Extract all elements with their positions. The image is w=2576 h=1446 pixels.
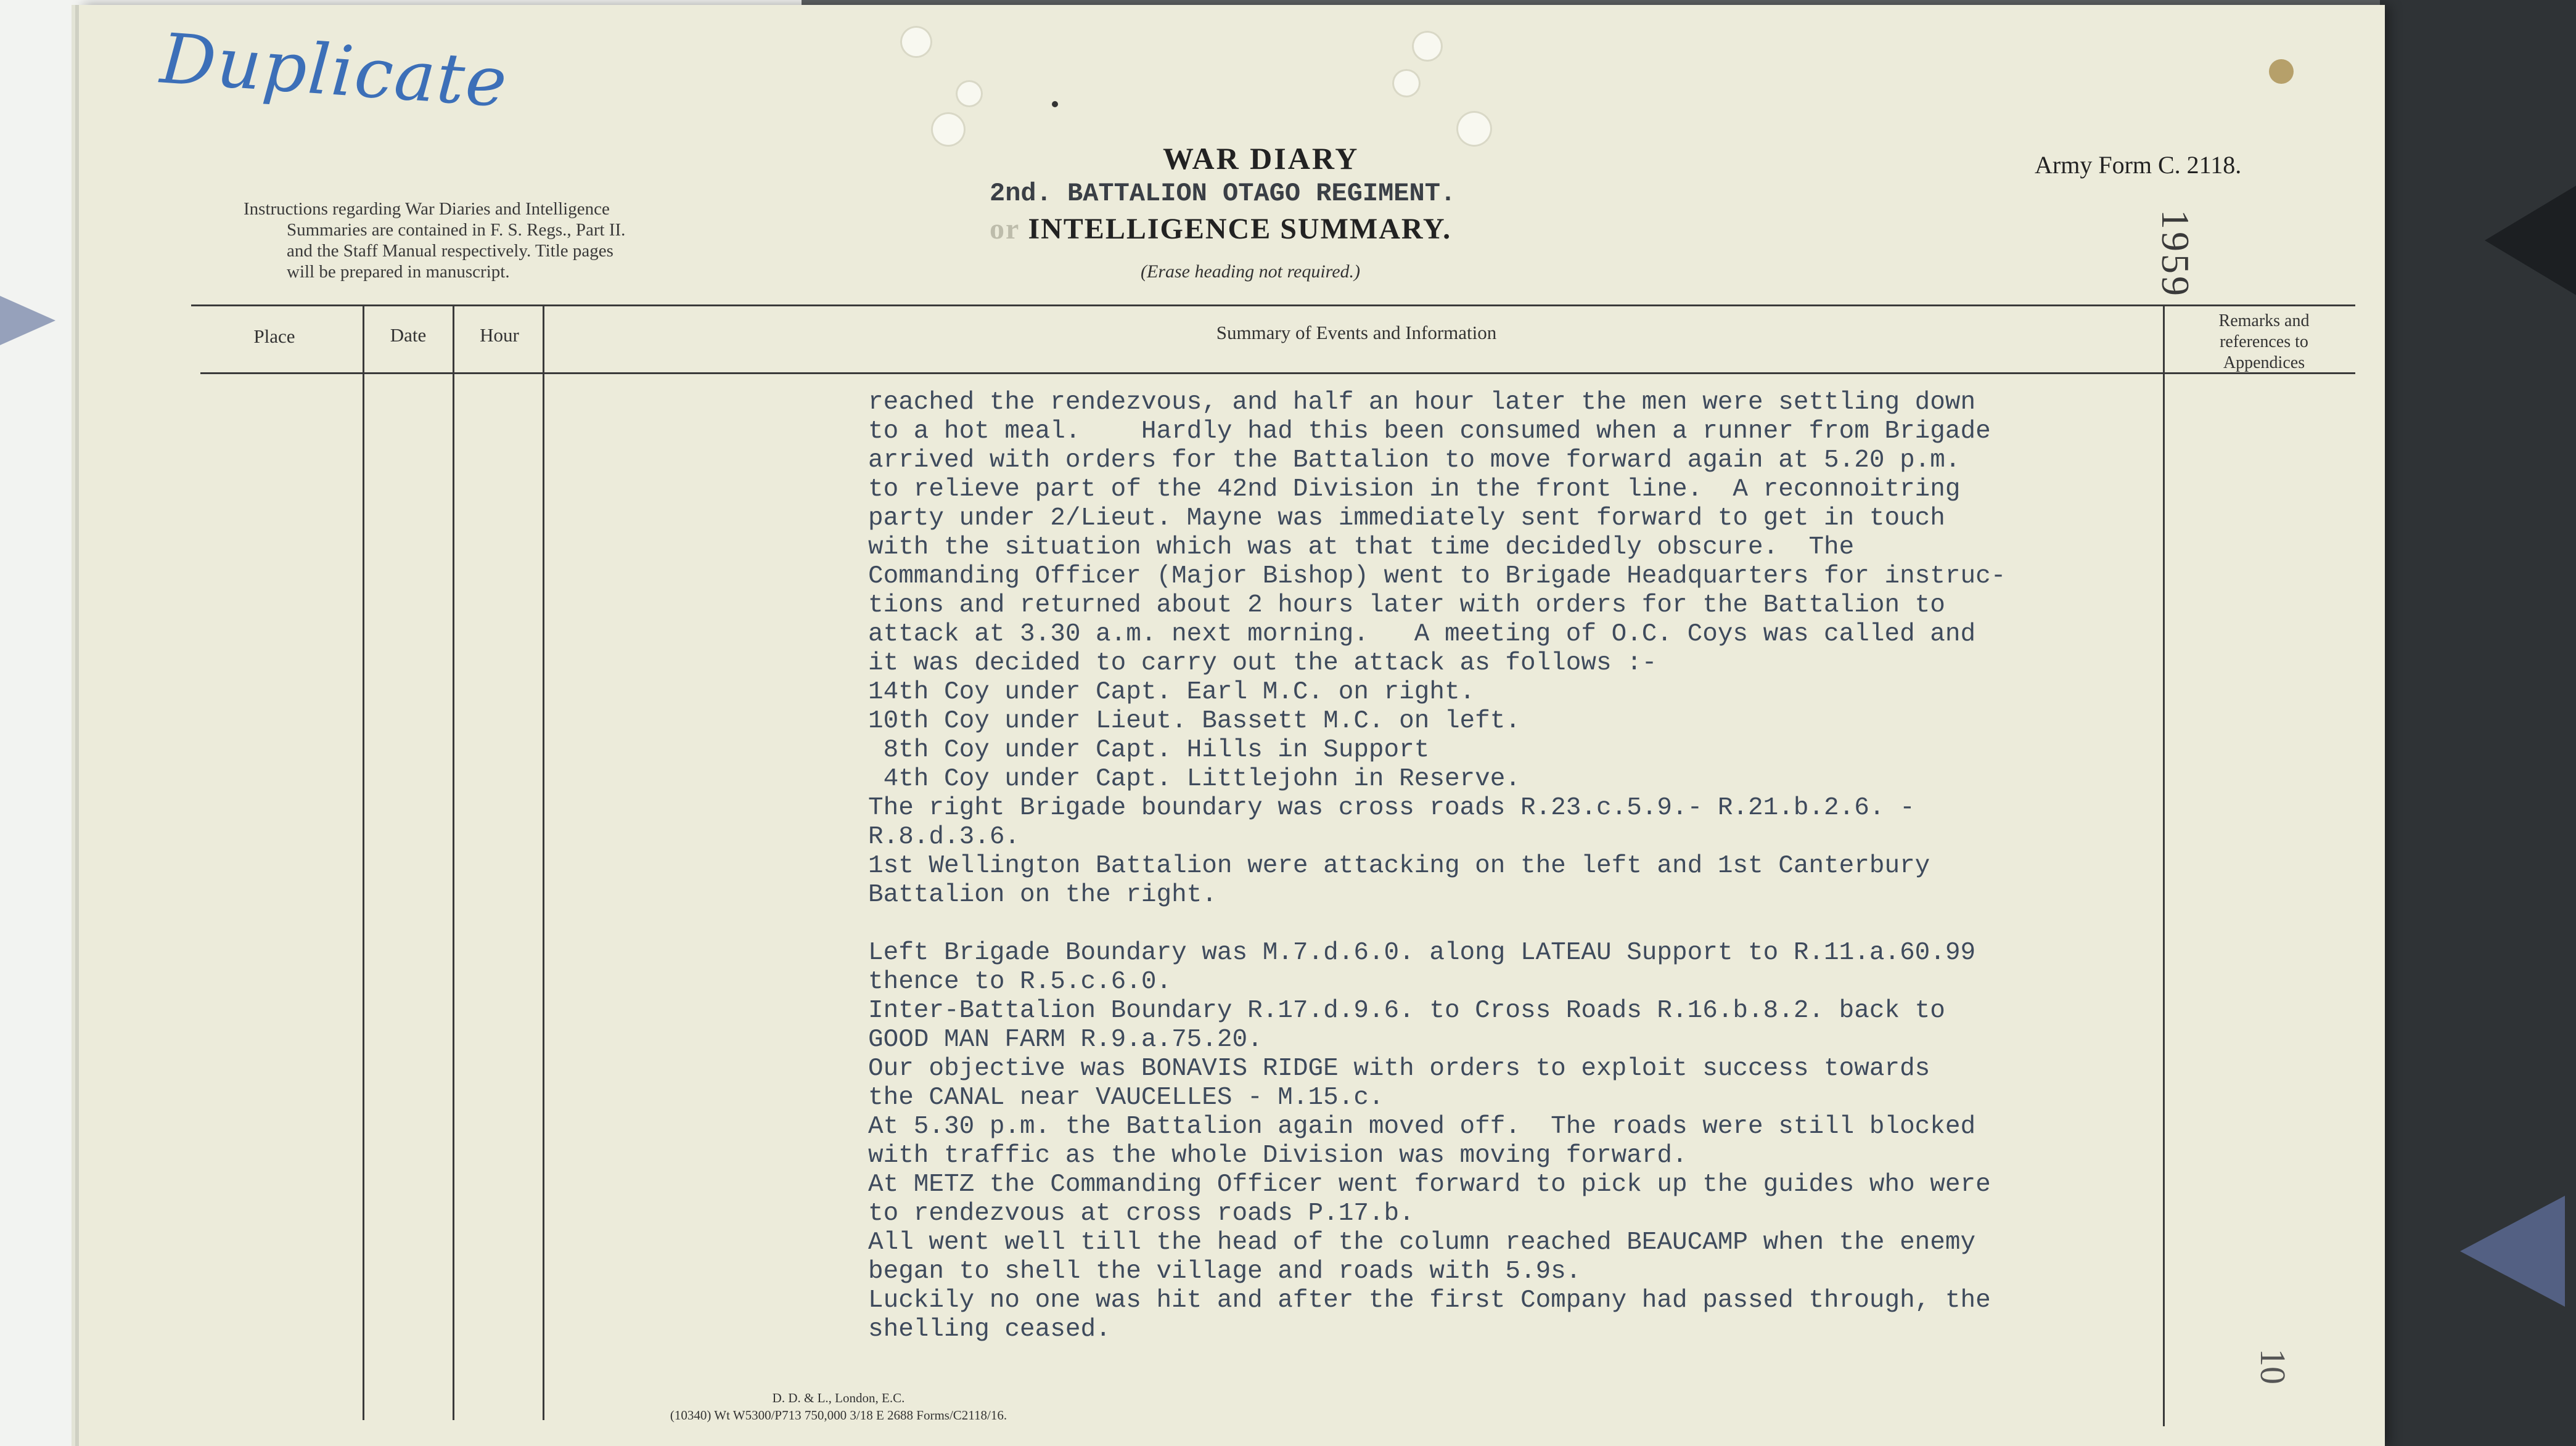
margin-triangle-mark-top — [2485, 185, 2576, 296]
entry-line: thence to R.5.c.6.0. — [868, 968, 1172, 996]
entry-line: attack at 3.30 a.m. next morning. A meeting of O.C. Coys was called and — [868, 620, 1976, 648]
entry-line: party under 2/Lieut. Mayne was immediately sent forward to get in touch — [868, 504, 1945, 533]
printer-imprint — [607, 1389, 1070, 1424]
entry-line: 8th Coy under Capt. Hills in Support — [868, 736, 1430, 764]
punch-hole — [931, 112, 966, 147]
entry-line: At 5.30 p.m. the Battalion again moved off. The roads were still blocked — [868, 1113, 1976, 1141]
entry-line — [868, 910, 2163, 939]
entry-line: Inter-Battalion Boundary R.17.d.9.6. to Cross Roads R.16.b.8.2. back to — [868, 997, 1945, 1025]
entry-line: with the situation which was at that time decidedly obscure. The — [868, 533, 1855, 562]
page-number: 10 — [2253, 1349, 2293, 1384]
page-title: WAR DIARY — [1163, 141, 1360, 176]
unit-name: 2nd. BATTALION OTAGO REGIMENT. — [990, 179, 1456, 208]
punch-hole — [900, 26, 932, 58]
entry-line: tions and returned about 2 hours later with orders for the Battalion to — [868, 591, 1945, 619]
entry-line: to rendezvous at cross roads P.17.b. — [868, 1199, 1414, 1228]
typed-entry — [868, 388, 2163, 1344]
printer-line: (10340) Wt W5300/P713 750,000 3/18 E 2688 Forms/C2118/16. — [670, 1408, 1007, 1423]
entry-line: with traffic as the whole Division was moving forward. — [868, 1142, 1688, 1170]
entry-line: 10th Coy under Lieut. Bassett M.C. on left. — [868, 707, 1520, 735]
punch-hole — [2269, 59, 2294, 84]
entry-line: 14th Coy under Capt. Earl M.C. on right. — [868, 678, 1475, 706]
entry-line: The right Brigade boundary was cross roads R.23.c.5.9.- R.21.b.2.6. - — [868, 794, 1915, 822]
entry-line: shelling ceased. — [868, 1315, 1111, 1344]
subtitle-text: INTELLIGENCE SUMMARY. — [1028, 213, 1452, 245]
entry-line: 1st Wellington Battalion were attacking on the left and 1st Canterbury — [868, 852, 1930, 880]
margin-arrow-mark — [0, 296, 55, 345]
column-header-remarks — [2165, 311, 2363, 374]
column-divider — [2163, 304, 2165, 1426]
table-header-rule — [200, 372, 2355, 374]
entry-line: Left Brigade Boundary was M.7.d.6.0. along LATEAU Support to R.11.a.60.99 — [868, 939, 1976, 967]
entry-line: At METZ the Commanding Officer went forward to pick up the guides who were — [868, 1170, 1991, 1199]
column-header-date: Date — [390, 324, 427, 346]
instructions-line: Instructions regarding War Diaries and Intelligence — [244, 199, 610, 219]
margin-triangle-mark — [2460, 1196, 2565, 1307]
entry-line: Commanding Officer (Major Bishop) went to Brigade Headquarters for instruc- — [868, 562, 2006, 590]
entry-line: arrived with orders for the Battalion to move forward again at 5.20 p.m. — [868, 446, 1961, 475]
entry-line: Luckily no one was hit and after the first Company had passed through, the — [868, 1286, 1991, 1315]
entry-line: to relieve part of the 42nd Division in the front line. A reconnoitring — [868, 475, 1961, 504]
column-divider — [453, 304, 454, 1420]
faded-or: or — [990, 213, 1020, 245]
subtitle — [990, 212, 1451, 246]
entry-line: Our objective was BONAVIS RIDGE with orders to exploit success towards — [868, 1055, 1930, 1083]
column-header-hour: Hour — [480, 324, 519, 346]
column-divider — [543, 304, 544, 1420]
punch-hole — [1412, 31, 1443, 62]
entry-line: began to shell the village and roads with 5.9s. — [868, 1257, 1581, 1286]
entry-line: the CANAL near VAUCELLES - M.15.c. — [868, 1084, 1384, 1112]
entry-line: Battalion on the right. — [868, 881, 1217, 909]
remarks-line: Appendices — [2223, 353, 2305, 372]
handwritten-duplicate-note: Duplicate — [158, 18, 511, 123]
column-header-place: Place — [253, 325, 295, 347]
instructions-block — [244, 198, 755, 282]
column-header-summary: Summary of Events and Information — [1216, 322, 1497, 343]
instructions-line: Summaries are contained in F. S. Regs., Part II. — [287, 220, 626, 240]
entry-line: All went well till the head of the column reached BEAUCAMP when the enemy — [868, 1228, 1976, 1257]
punch-hole — [956, 80, 983, 107]
punch-hole — [1456, 111, 1492, 147]
remarks-line: Remarks and — [2218, 311, 2310, 330]
printer-line: D. D. & L., London, E.C. — [772, 1391, 905, 1405]
instructions-line: will be prepared in manuscript. — [287, 262, 510, 282]
dot-mark — [1052, 101, 1058, 107]
entry-line: R.8.d.3.6. — [868, 823, 1020, 851]
stamp-number: 1959 — [2154, 210, 2197, 298]
erase-note: (Erase heading not required.) — [1141, 261, 1361, 282]
entry-line: to a hot meal. Hardly had this been consumed when a runner from Brigade — [868, 417, 1991, 446]
entry-line: it was decided to carry out the attack as follows :- — [868, 649, 1657, 677]
table-top-rule — [191, 304, 2355, 306]
army-form-number: Army Form C. 2118. — [2035, 151, 2242, 179]
entry-line: GOOD MAN FARM R.9.a.75.20. — [868, 1026, 1263, 1054]
entry-line: reached the rendezvous, and half an hour later the men were settling down — [868, 388, 1976, 417]
remarks-line: references to — [2220, 332, 2308, 351]
punch-hole — [1392, 69, 1421, 97]
instructions-line: and the Staff Manual respectively. Title pages — [287, 241, 613, 261]
column-divider — [363, 304, 364, 1420]
entry-line: 4th Coy under Capt. Littlejohn in Reserve. — [868, 765, 1520, 793]
